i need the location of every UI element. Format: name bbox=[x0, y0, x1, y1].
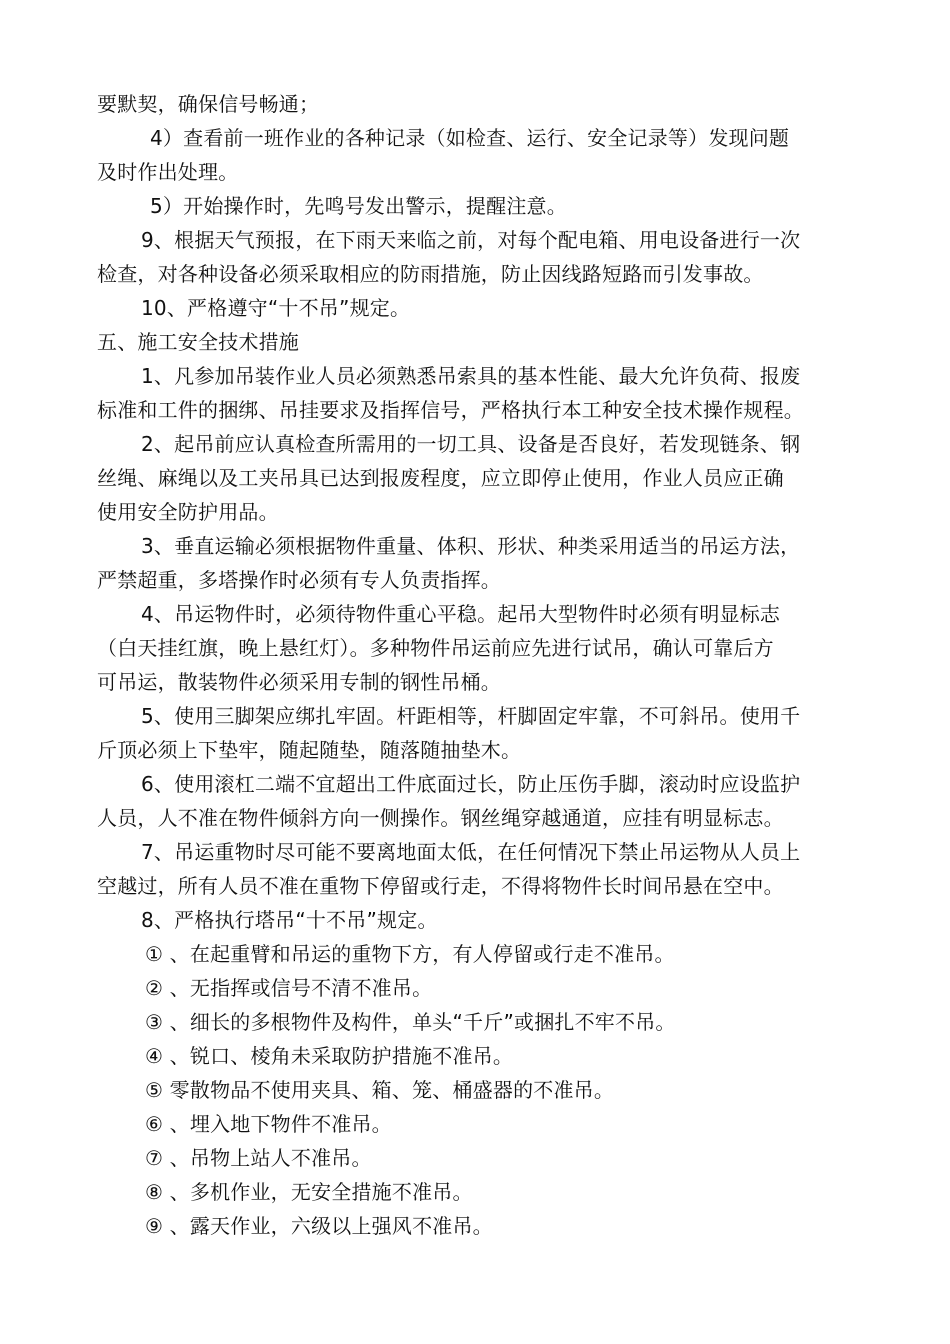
text-line: 人员，人不准在物件倾斜方向一侧操作。钢丝绳穿越通道，应挂有明显标志。 bbox=[97, 806, 784, 830]
list-item: ① 、在起重臂和吊运的重物下方，有人停留或行走不准吊。 bbox=[145, 942, 675, 966]
list-item: ④ 、锐口、棱角未采取防护措施不准吊。 bbox=[145, 1044, 514, 1068]
text-line: 4）查看前一班作业的各种记录（如检查、运行、安全记录等）发现问题 bbox=[150, 126, 790, 150]
text-line: 5、使用三脚架应绑扎牢固。杆距相等，杆脚固定牢靠，不可斜吊。使用千 bbox=[141, 704, 801, 728]
text-line: （白天挂红旗，晚上悬红灯）。多种物件吊运前应先进行试吊，确认可靠后方 bbox=[97, 636, 774, 660]
text-line: 9、根据天气预报，在下雨天来临之前，对每个配电箱、用电设备进行一次 bbox=[141, 228, 801, 252]
text-line: 标准和工件的捆绑、吊挂要求及指挥信号，严格执行本工种安全技术操作规程。 bbox=[97, 398, 804, 422]
list-item: ⑤ 零散物品不使用夹具、箱、笼、桶盛器的不准吊。 bbox=[145, 1078, 615, 1102]
text-line: 使用安全防护用品。 bbox=[97, 500, 279, 524]
list-item: ⑥ 、埋入地下物件不准吊。 bbox=[145, 1112, 392, 1136]
list-item: ② 、无指挥或信号不清不准吊。 bbox=[145, 976, 433, 1000]
text-line: 10、严格遵守“十不吊”规定。 bbox=[141, 296, 411, 320]
text-line: 6、使用滚杠二端不宜超出工件底面过长，防止压伤手脚，滚动时应设监护 bbox=[141, 772, 801, 796]
text-line: 严禁超重，多塔操作时必须有专人负责指挥。 bbox=[97, 568, 501, 592]
text-line: 1、凡参加吊装作业人员必须熟悉吊索具的基本性能、最大允许负荷、报废 bbox=[141, 364, 801, 388]
text-line: 检查，对各种设备必须采取相应的防雨措施，防止因线路短路而引发事故。 bbox=[97, 262, 764, 286]
text-line: 3、垂直运输必须根据物件重量、体积、形状、种类采用适当的吊运方法， bbox=[141, 534, 801, 558]
list-item: ⑧ 、多机作业，无安全措施不准吊。 bbox=[145, 1180, 473, 1204]
text-line: 4、吊运物件时，必须待物件重心平稳。起吊大型物件时必须有明显标志 bbox=[141, 602, 781, 626]
text-line: 斤顶必须上下垫牢，随起随垫，随落随抽垫木。 bbox=[97, 738, 522, 762]
text-line: 2、起吊前应认真检查所需用的一切工具、设备是否良好，若发现链条、钢 bbox=[141, 432, 801, 456]
text-line: 及时作出处理。 bbox=[97, 160, 239, 184]
list-item: ⑦ 、吊物上站人不准吊。 bbox=[145, 1146, 372, 1170]
list-item: ③ 、细长的多根物件及构件，单头“千斤”或捆扎不牢不吊。 bbox=[145, 1010, 676, 1034]
text-line: 8、严格执行塔吊“十不吊”规定。 bbox=[141, 908, 438, 932]
text-line: 可吊运，散装物件必须采用专制的钢性吊桶。 bbox=[97, 670, 501, 694]
text-line: 要默契，确保信号畅通； bbox=[97, 92, 320, 116]
list-item: ⑨ 、露天作业，六级以上强风不准吊。 bbox=[145, 1214, 493, 1238]
text-line: 5）开始操作时，先鸣号发出警示，提醒注意。 bbox=[150, 194, 567, 218]
text-line: 空越过，所有人员不准在重物下停留或行走，不得将物件长时间吊悬在空中。 bbox=[97, 874, 784, 898]
text-line: 7、吊运重物时尽可能不要离地面太低，在任何情况下禁止吊运物从人员上 bbox=[141, 840, 801, 864]
text-line: 丝绳、麻绳以及工夹吊具已达到报废程度，应立即停止使用，作业人员应正确 bbox=[97, 466, 784, 490]
section-heading: 五、施工安全技术措施 bbox=[97, 330, 299, 354]
